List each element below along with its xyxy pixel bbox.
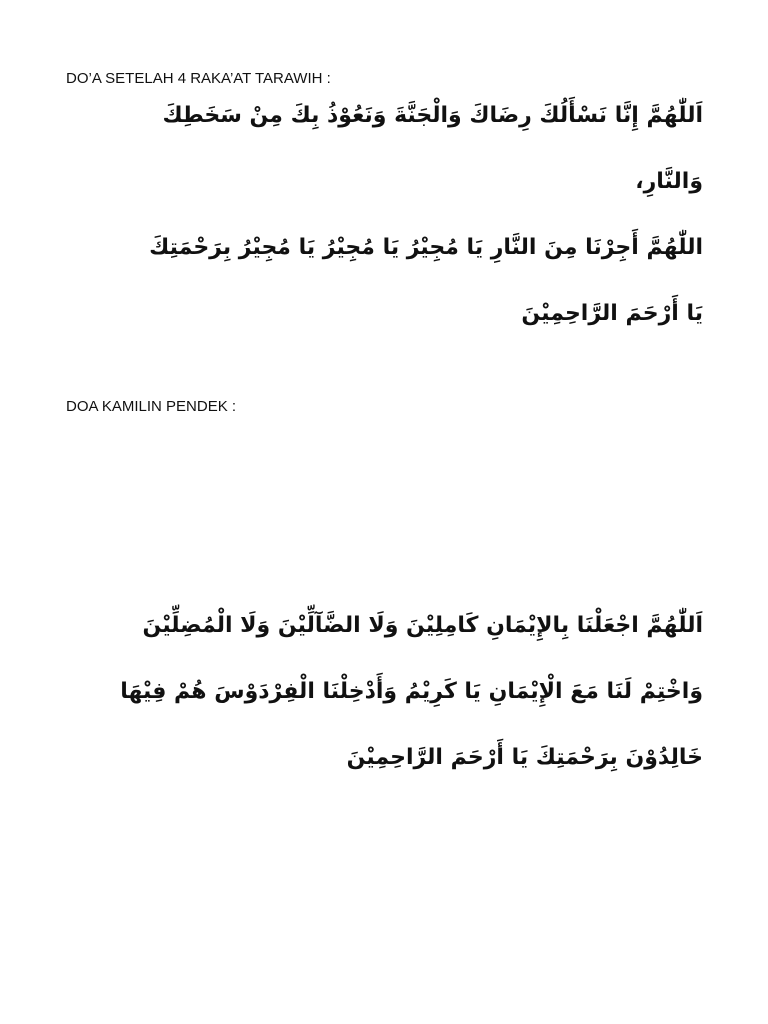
arabic-line: اَللّٰهُمَّ إِنَّا نَسْأَلُكَ رِضَاكَ وَالْجَنَّةَ وَنَعُوْذُ بِكَ مِنْ سَخَطِكَ xyxy=(162,103,703,128)
arabic-line: خَالِدُوْنَ بِرَحْمَتِكَ يَا أَرْحَمَ الرَّاحِمِيْنَ xyxy=(346,745,703,770)
arabic-line: اللّٰهُمَّ أَجِرْنَا مِنَ النَّارِ يَا مُجِيْرُ يَا مُجِيْرُ يَا مُجِيْرُ بِرَحْمَتِكَ xyxy=(149,235,703,260)
arabic-line: وَالنَّارِ، xyxy=(635,169,703,194)
doa-tarawih-arabic-text xyxy=(60,96,703,360)
section-heading-tarawih: DO’A SETELAH 4 RAKA’AT TARAWIH : xyxy=(66,70,331,87)
arabic-line: يَا أَرْحَمَ الرَّاحِمِيْنَ xyxy=(521,301,703,326)
section-heading-kamilin: DOA KAMILIN PENDEK : xyxy=(66,398,237,415)
arabic-line: اَللّٰهُمَّ اجْعَلْنَا بِالإِيْمَانِ كَامِلِيْنَ وَلَا الضَّآلِّيْنَ وَلَا الْمُضِلِّيْنَ xyxy=(142,613,703,638)
arabic-line: وَاخْتِمْ لَنَا مَعَ الْإِيْمَانِ يَا كَرِيْمُ وَأَدْخِلْنَا الْفِرْدَوْسَ هُمْ فِيْهَا xyxy=(120,679,703,704)
doa-kamilin-arabic-text xyxy=(60,606,703,804)
